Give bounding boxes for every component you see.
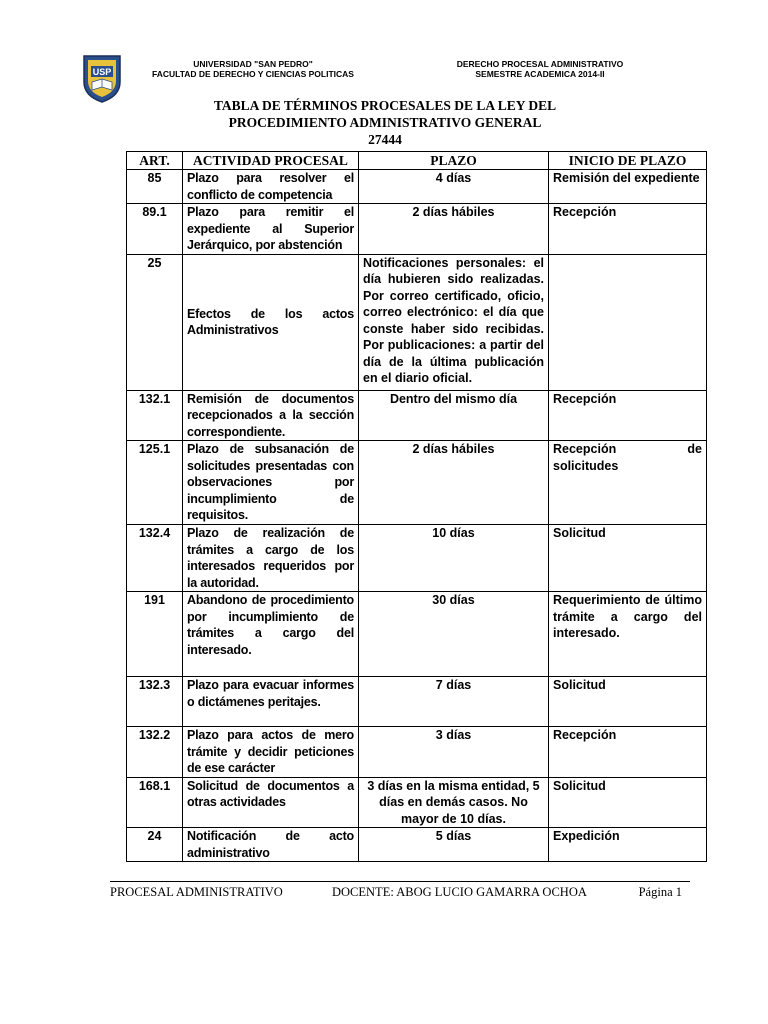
- cell-inicio: [549, 254, 707, 390]
- cell-plazo: Dentro del mismo día: [359, 390, 549, 441]
- cell-inicio: Recepción: [549, 727, 707, 778]
- cell-plazo: 3 días en la misma entidad, 5 días en demás casos. No mayor de 10 días.: [359, 777, 549, 828]
- cell-art: 24: [127, 828, 183, 862]
- cell-plazo: Notificaciones personales: el día hubieren sido realizadas. Por correo certificado, oficio, correo electrónico: el día que conste haber sido recibidas. Por publicaciones: a partir del día de la última publicación en el diario oficial.: [359, 254, 549, 390]
- cell-actividad: Plazo para remitir el expediente al Superior Jerárquico, por abstención: [183, 204, 359, 255]
- logo-text: USP: [92, 67, 112, 77]
- cell-inicio: Expedición: [549, 828, 707, 862]
- cell-actividad: Notificación de acto administrativo: [183, 828, 359, 862]
- header-actividad: ACTIVIDAD PROCESAL: [183, 152, 359, 170]
- cell-plazo: 10 días: [359, 525, 549, 592]
- cell-art: 85: [127, 170, 183, 204]
- cell-inicio: Remisión del expediente: [549, 170, 707, 204]
- table-row: [127, 525, 707, 592]
- semester: SEMESTRE ACADEMICA 2014-II: [475, 69, 605, 79]
- cell-actividad: Plazo de subsanación de solicitudes presentadas con observaciones por incumplimiento de requisitos.: [183, 441, 359, 525]
- page-footer: [110, 881, 690, 902]
- cell-plazo: 2 días hábiles: [359, 204, 549, 255]
- document-title: [130, 97, 640, 148]
- table-row: [127, 727, 707, 778]
- cell-plazo: 7 días: [359, 677, 549, 727]
- cell-plazo: 2 días hábiles: [359, 441, 549, 525]
- table-row: [127, 170, 707, 204]
- faculty-name: FACULTAD DE DERECHO Y CIENCIAS POLITICAS: [152, 69, 354, 79]
- header-course: [440, 59, 640, 79]
- cell-inicio: Solicitud: [549, 525, 707, 592]
- cell-art: 89.1: [127, 204, 183, 255]
- cell-actividad: Plazo para evacuar informes o dictámenes peritajes.: [183, 677, 359, 727]
- table-row: [127, 777, 707, 828]
- table-header-row: [127, 152, 707, 170]
- cell-actividad: Plazo para actos de mero trámite y decidir peticiones de ese carácter: [183, 727, 359, 778]
- cell-plazo: 5 días: [359, 828, 549, 862]
- university-logo: [80, 52, 124, 104]
- cell-actividad: Remisión de documentos recepcionados a la sección correspondiente.: [183, 390, 359, 441]
- cell-art: 132.3: [127, 677, 183, 727]
- title-line-1: TABLA DE TÉRMINOS PROCESALES DE LA LEY DEL: [213, 98, 557, 113]
- course-name: DERECHO PROCESAL ADMINISTRATIVO: [456, 59, 624, 69]
- cell-art: 191: [127, 592, 183, 677]
- cell-art: 132.2: [127, 727, 183, 778]
- table-row: [127, 204, 707, 255]
- table-row: [127, 828, 707, 862]
- university-name: UNIVERSIDAD "SAN PEDRO": [193, 59, 313, 69]
- cell-actividad: Abandono de procedimiento por incumplimiento de trámites a cargo del interesado.: [183, 592, 359, 677]
- cell-inicio: Solicitud: [549, 677, 707, 727]
- header-plazo: PLAZO: [359, 152, 549, 170]
- terms-table: [126, 151, 707, 862]
- footer-teacher: DOCENTE: ABOG LUCIO GAMARRA OCHOA: [332, 885, 587, 899]
- header-institution: [128, 59, 378, 79]
- cell-inicio: Recepción de solicitudes: [549, 441, 707, 525]
- header-art: ART.: [127, 152, 183, 170]
- table-row: [127, 254, 707, 390]
- cell-inicio: Requerimiento de último trámite a cargo del interesado.: [549, 592, 707, 677]
- cell-actividad: Plazo de realización de trámites a cargo de los interesados requeridos por la autoridad.: [183, 525, 359, 592]
- page-number: Página 1: [638, 885, 682, 899]
- cell-art: 25: [127, 254, 183, 390]
- table-row: [127, 677, 707, 727]
- table-row: [127, 441, 707, 525]
- table-row: [127, 592, 707, 677]
- cell-art: 132.4: [127, 525, 183, 592]
- cell-plazo: 4 días: [359, 170, 549, 204]
- footer-course: PROCESAL ADMINISTRATIVO: [110, 885, 283, 899]
- cell-plazo: 30 días: [359, 592, 549, 677]
- cell-inicio: Recepción: [549, 204, 707, 255]
- cell-inicio: Recepción: [549, 390, 707, 441]
- cell-art: 168.1: [127, 777, 183, 828]
- title-line-3: 27444: [368, 132, 402, 147]
- cell-actividad: Solicitud de documentos a otras actividades: [183, 777, 359, 828]
- table-row: [127, 390, 707, 441]
- cell-plazo: 3 días: [359, 727, 549, 778]
- cell-actividad: Efectos de los actos Administrativos: [183, 254, 359, 390]
- title-line-2: PROCEDIMIENTO ADMINISTRATIVO GENERAL: [228, 115, 542, 130]
- cell-art: 125.1: [127, 441, 183, 525]
- header-inicio: INICIO DE PLAZO: [549, 152, 707, 170]
- cell-art: 132.1: [127, 390, 183, 441]
- cell-inicio: Solicitud: [549, 777, 707, 828]
- cell-actividad: Plazo para resolver el conflicto de competencia: [183, 170, 359, 204]
